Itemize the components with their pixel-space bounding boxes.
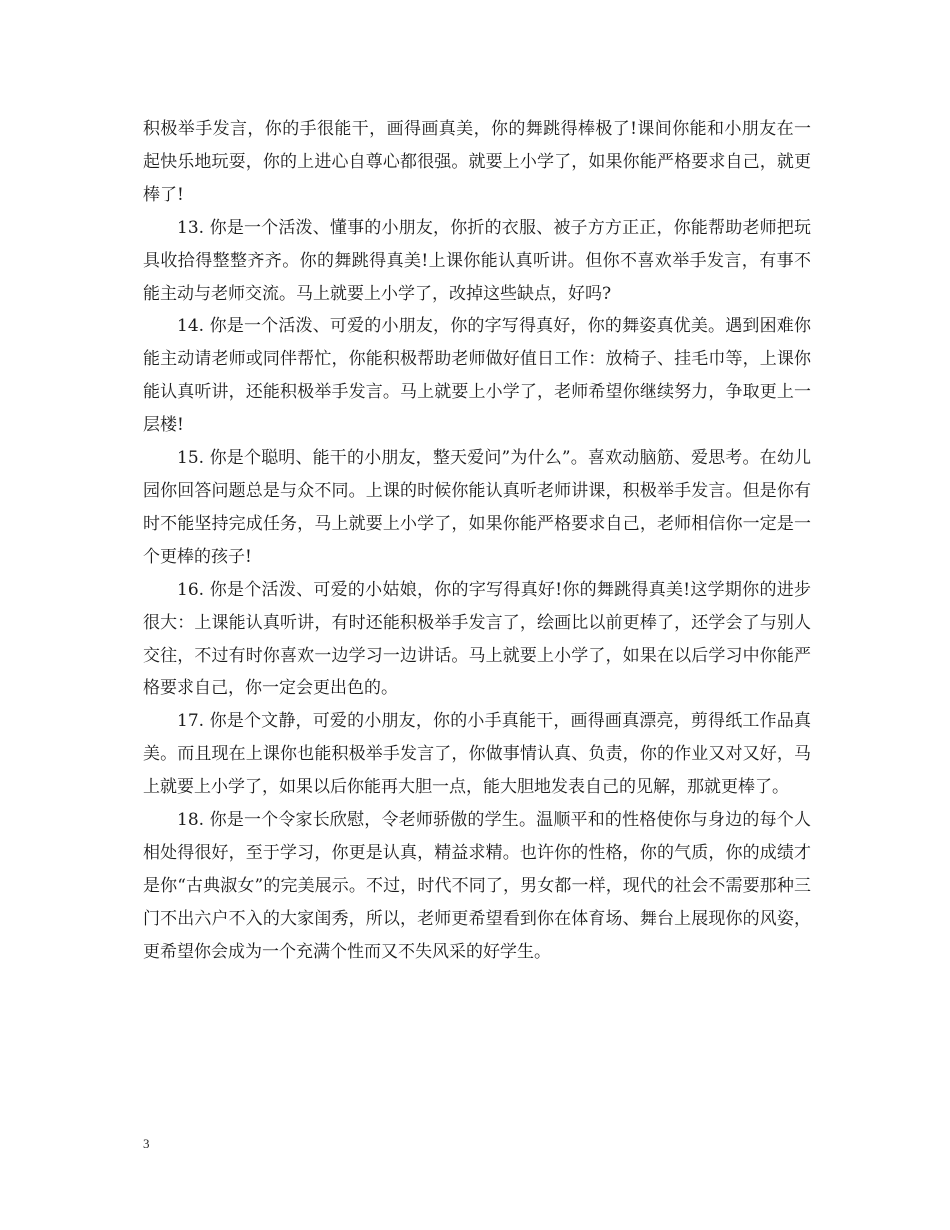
paragraph-continued: 积极举手发言，你的手很能干，画得画真美，你的舞跳得棒极了!课间你能和小朋友在一起快乐地玩耍，你的上进心自尊心都很强。就要上小学了，如果你能严格要求自己，就更棒了!	[143, 119, 811, 205]
paragraph-item-14: 14. 你是一个活泼、可爱的小朋友，你的字写得真好，你的舞姿真优美。遇到困难你能主动请老师或同伴帮忙，你能积极帮助老师做好值日工作：放椅子、挂毛巾等，上课你能认真听讲，还能积极举手发言。马上就要上小学了，老师希望你继续努力，争取更上一层楼!	[143, 316, 811, 436]
paragraph-item-16: 16. 你是个活泼、可爱的小姑娘，你的字写得真好!你的舞跳得真美!这学期你的进步很大：上课能认真听讲，有时还能积极举手发言了，绘画比以前更棒了，还学会了与别人交往，不过有时你喜欢一边学习一边讲话。马上就要上小学了，如果在以后学习中你能严格要求自己，你一定会更出色的。	[143, 579, 811, 699]
paragraph-item-18: 18. 你是一个令家长欣慰，令老师骄傲的学生。温顺平和的性格使你与身边的每个人相处得很好，至于学习，你更是认真，精益求精。也许你的性格，你的气质，你的成绩才是你“古典淑女”的完美展示。不过，时代不同了，男女都一样，现代的社会不需要那种三门不出六户不入的大家闺秀，所以，老师更希望看到你在体育场、舞台上展现你的风姿，更希望你会成为一个充满个性而又不失风采的好学生。	[143, 810, 811, 962]
paragraph-item-17: 17. 你是个文静，可爱的小朋友，你的小手真能干，画得画真漂亮，剪得纸工作品真美。而且现在上课你也能积极举手发言了，你做事情认真、负责，你的作业又对又好，马上就要上小学了，如果以后你能再大胆一点，能大胆地发表自己的见解，那就更棒了。	[143, 711, 811, 798]
page-number: 3	[143, 1136, 150, 1151]
document-body	[143, 113, 811, 969]
paragraph-item-15: 15. 你是个聪明、能干的小朋友，整天爱问”为什么”。喜欢动脑筋、爱思考。在幼儿园你回答问题总是与众不同。上课的时候你能认真听老师讲课，积极举手发言。但是你有时不能坚持完成任务，马上就要上小学了，如果你能严格要求自己，老师相信你一定是一个更棒的孩子!	[143, 448, 811, 567]
paragraph-item-13: 13. 你是一个活泼、懂事的小朋友，你折的衣服、被子方方正正，你能帮助老师把玩具收拾得整整齐齐。你的舞跳得真美!上课你能认真听讲。但你不喜欢举手发言，有事不能主动与老师交流。马上就要上小学了，改掉这些缺点，好吗?	[143, 217, 811, 304]
